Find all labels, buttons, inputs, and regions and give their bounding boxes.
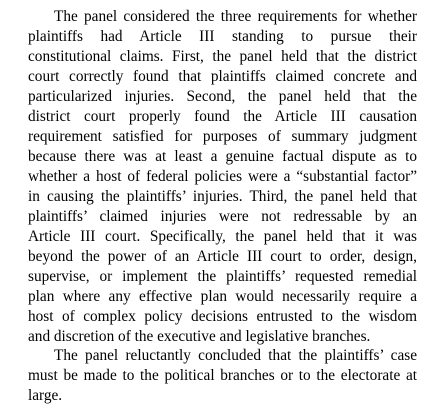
text-line: constitutional claims. First, the panel held that the district	[28, 48, 417, 65]
text-line: whether a host of federal policies were a “substantial factor”	[28, 168, 417, 185]
text-line: The panel reluctantly concluded that the plaintiffs’ case	[54, 347, 417, 364]
text-line: large.	[28, 387, 63, 404]
text-line: district court properly found the Article III causation	[28, 108, 417, 125]
text-line: The panel considered the three requirements for whether	[54, 8, 417, 25]
text-line: in causing the plaintiffs’ injuries. Third, the panel held that	[28, 188, 417, 205]
text-line: because there was at least a genuine factual dispute as to	[28, 148, 417, 165]
text-line: plaintiffs’ claimed injuries were not redressable by an	[28, 208, 417, 225]
text-line: plan where any effective plan would necessarily require a	[28, 288, 417, 305]
text-line: court correctly found that plaintiffs claimed concrete and	[28, 68, 417, 85]
text-line: requirement satisfied for purposes of summary judgment	[28, 128, 417, 145]
text-line: supervise, or implement the plaintiffs’ requested remedial	[28, 268, 417, 285]
text-line: and discretion of the executive and legislative branches.	[28, 328, 371, 345]
text-line: host of complex policy decisions entrusted to the wisdom	[28, 308, 417, 325]
text-line: must be made to the political branches or to the electorate at	[28, 367, 417, 384]
text-line: Article III court. Specifically, the panel held that it was	[28, 228, 417, 245]
text-line: plaintiffs had Article III standing to pursue their	[28, 28, 417, 45]
text-line: particularized injuries. Second, the panel held that the	[28, 88, 417, 105]
text-line: beyond the power of an Article III court to order, design,	[28, 248, 417, 265]
